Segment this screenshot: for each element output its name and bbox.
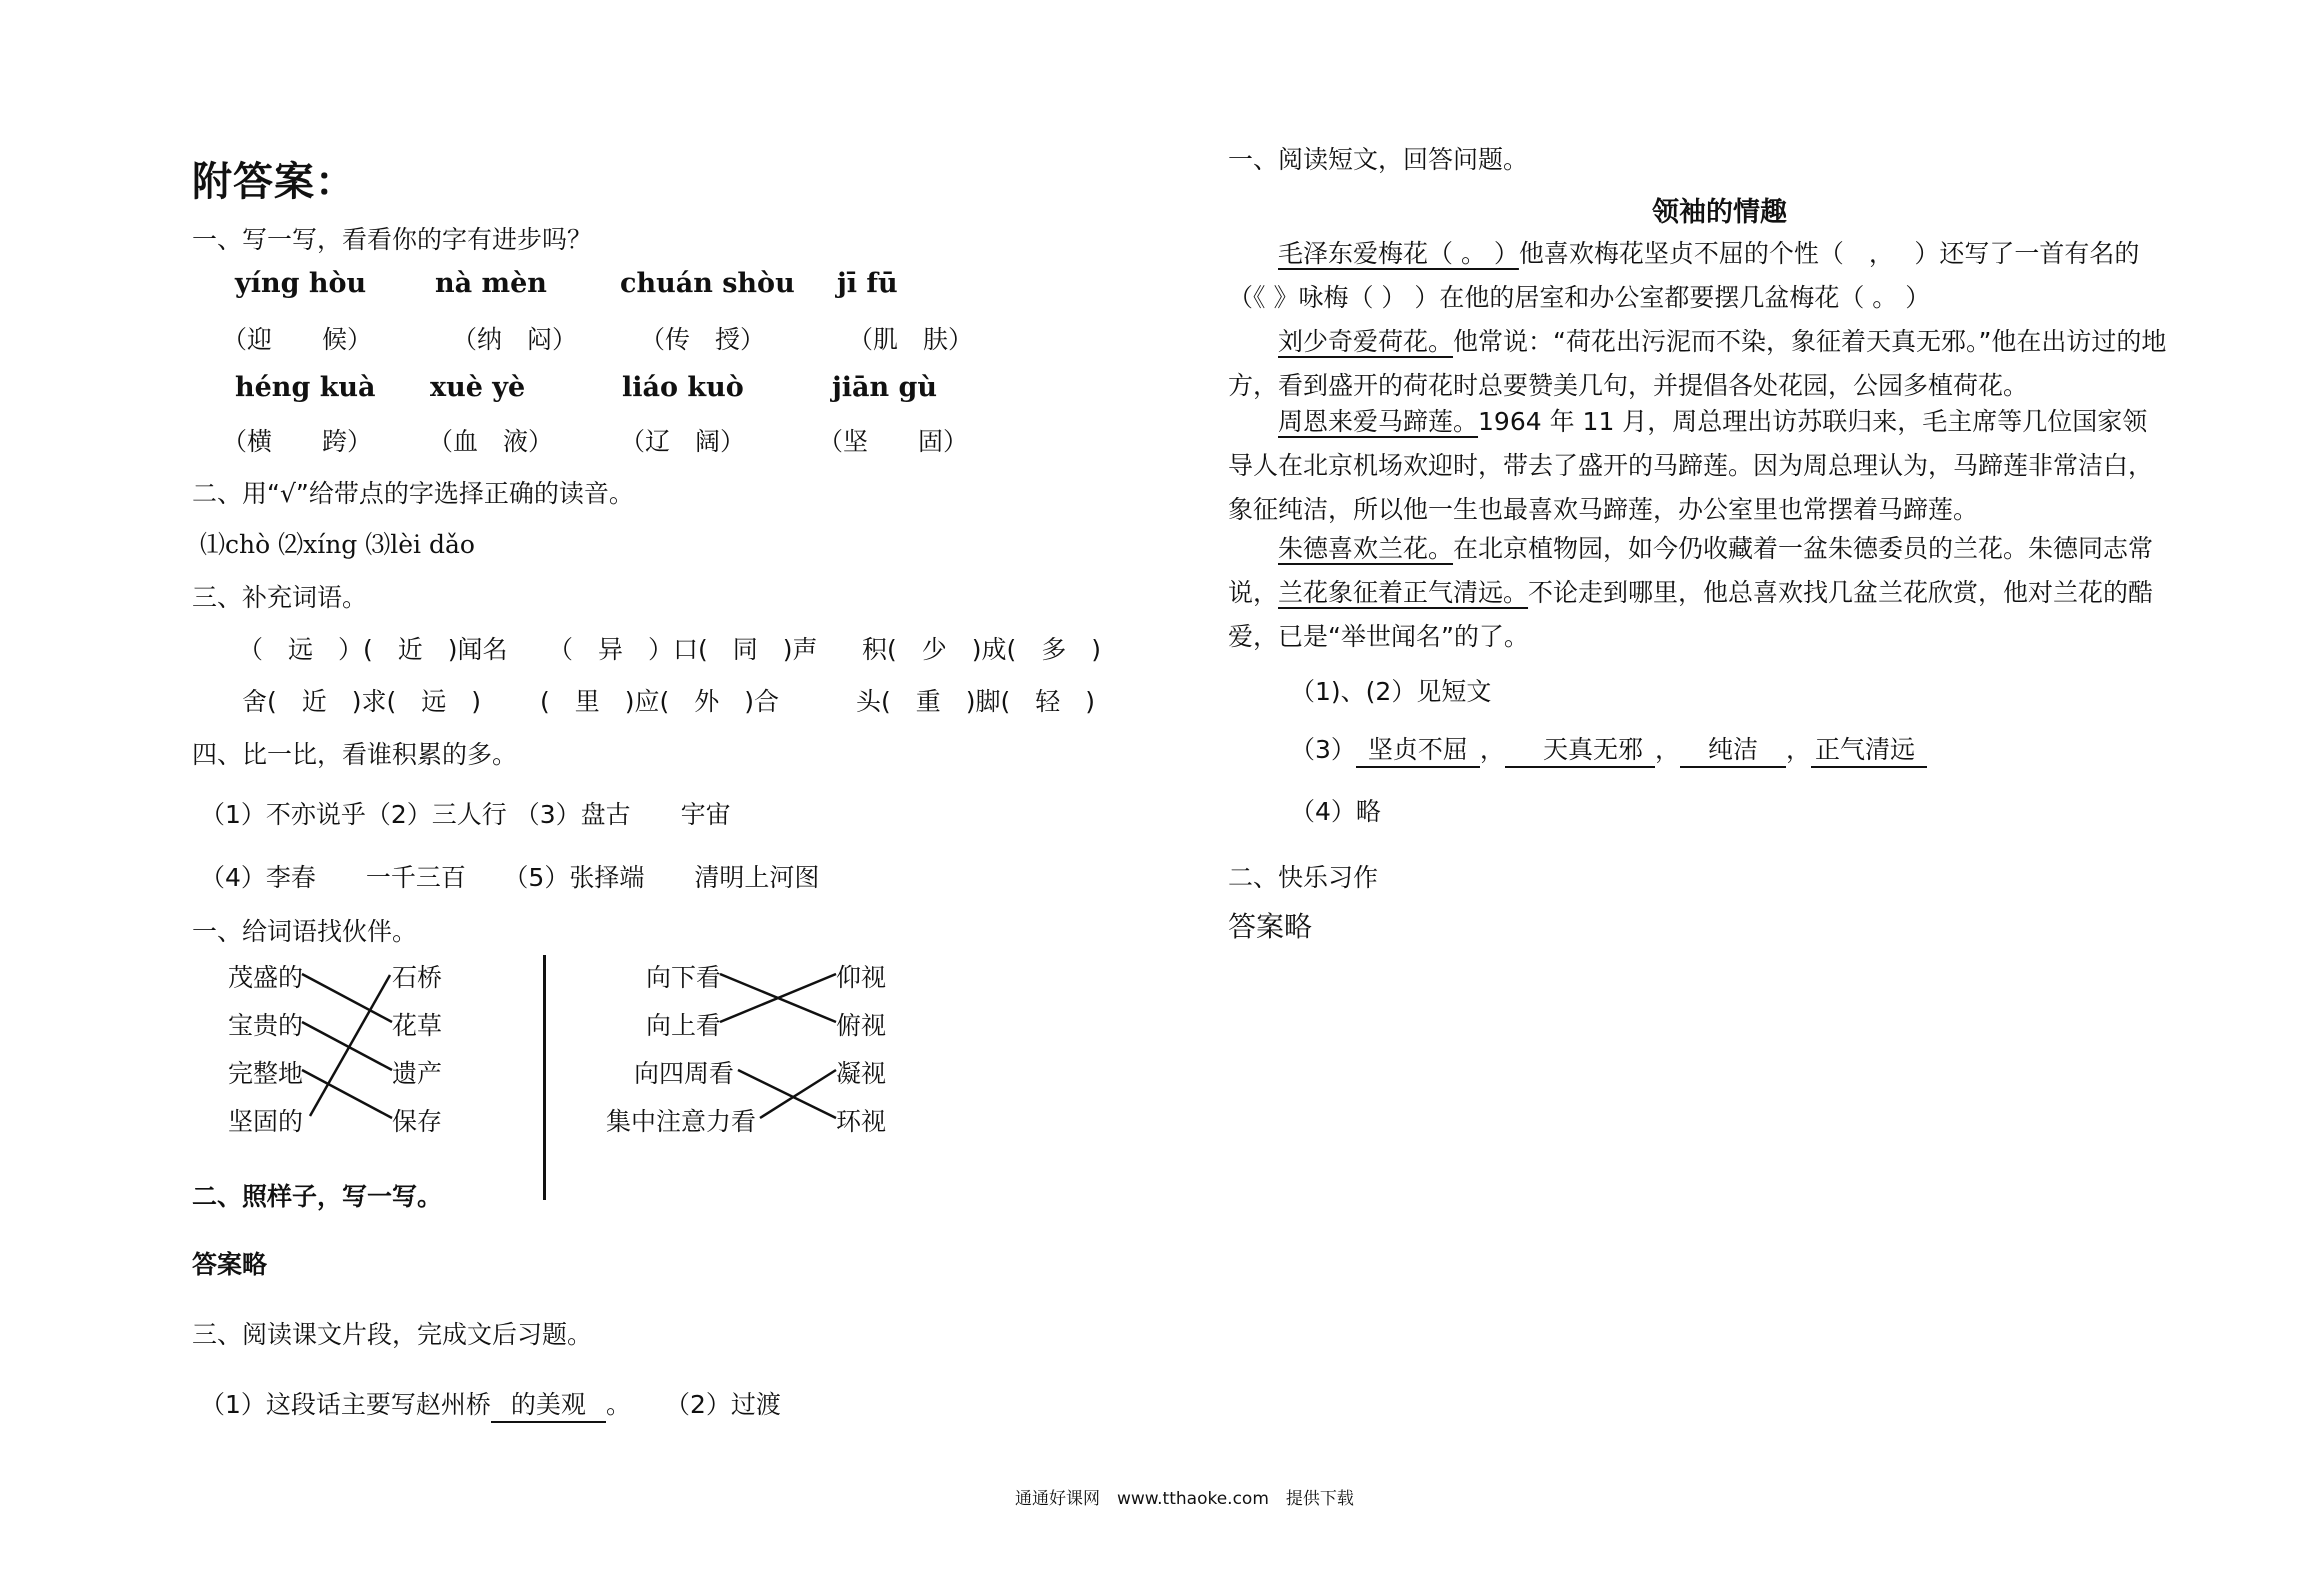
match-left-a-3: 完整地 bbox=[228, 1059, 304, 1088]
section-4-heading: 四、比一比，看谁积累的多。 bbox=[192, 740, 518, 769]
section-7-question-1 bbox=[200, 1385, 631, 1423]
paragraph-3-body: 1964 年 11 月，周总理出访苏联归来，毛主席等几位国家领导人在北京机场欢迎时，带去了盛开的马蹄莲。因为周总理认为，马蹄莲非常洁白，象征纯洁，所以他一生也最喜欢马蹄莲，办公室里也常摆着马蹄莲。 bbox=[1228, 407, 2154, 524]
q1-blank: 的美观 bbox=[491, 1385, 606, 1423]
match-right-a-2: 向上看 bbox=[646, 1011, 722, 1040]
match-line-7 bbox=[738, 1070, 836, 1118]
section-3-heading: 三、补充词语。 bbox=[192, 583, 368, 612]
paragraph-4-topic: 朱德喜欢兰花。 bbox=[1278, 534, 1454, 563]
article-title: 领袖的情趣 bbox=[1652, 197, 1787, 228]
section-6-heading: 二、照样子，写一写。 bbox=[192, 1182, 443, 1211]
match-right-b-2: 俯视 bbox=[836, 1011, 887, 1040]
match-left-b-2: 花草 bbox=[392, 1011, 443, 1040]
pinyin-5: héng kuà bbox=[235, 372, 376, 403]
match-right-a-1: 向下看 bbox=[646, 963, 722, 992]
match-left-b-3: 遗产 bbox=[392, 1059, 443, 1088]
match-left-a-4: 坚固的 bbox=[228, 1107, 304, 1136]
section-7-question-2: （2）过渡 bbox=[665, 1390, 781, 1419]
paragraph-4-body-2: 不论走到哪里，他总喜欢找几盆兰花欣赏，他对兰花的酷爱，已是“举世闻名”的了。 bbox=[1228, 578, 2154, 651]
chars-6: （血 液） bbox=[428, 427, 554, 456]
writing-heading: 二、快乐习作 bbox=[1228, 863, 1379, 892]
section-2-heading: 二、用“√”给带点的字选择正确的读音。 bbox=[192, 479, 634, 508]
footer-source: 通通好课网 www.tthaoke.com 提供下载 bbox=[1015, 1489, 1354, 1509]
match-right-a-3: 向四周看 bbox=[634, 1059, 735, 1088]
chars-8: （坚 固） bbox=[818, 427, 969, 456]
idiom-6: 头( 重 )脚( 轻 ) bbox=[856, 687, 1096, 716]
match-line-3 bbox=[302, 1070, 392, 1118]
answer-3-blank-4: 正气清远 bbox=[1811, 730, 1927, 768]
writing-answer: 答案略 bbox=[1228, 910, 1313, 943]
chars-7: （辽 阔） bbox=[620, 427, 746, 456]
answer-3: （3） 坚贞不屈 ， 天真无邪 ， 纯洁 ， 正气清远 bbox=[1290, 730, 1927, 768]
answer-3-blank-1: 坚贞不屈 bbox=[1356, 730, 1480, 768]
match-line-1 bbox=[302, 974, 392, 1022]
pinyin-7: liáo kuò bbox=[622, 372, 744, 403]
match-left-b-1: 石桥 bbox=[392, 963, 443, 992]
idiom-1: （ 远 ）( 近 )闻名 bbox=[238, 635, 508, 664]
paragraph-4-key-sentence: 兰花象征着正气清远。 bbox=[1278, 578, 1529, 607]
paragraph-2-body: 他常说：“荷花出污泥而不染，象征着天真无邪。”他在出访过的地方，看到盛开的荷花时总要赞美几句，并提倡各处花园，公园多植荷花。 bbox=[1228, 327, 2167, 400]
chars-5: （横 跨） bbox=[222, 427, 373, 456]
section-2-answers: ⑴chò ⑵xíng ⑶lèi dǎo bbox=[200, 530, 475, 559]
article-paragraph-2 bbox=[1228, 320, 2168, 408]
section-5-heading: 一、给词语找伙伴。 bbox=[192, 917, 418, 946]
pinyin-4: jī fū bbox=[837, 268, 898, 299]
page-title: 附答案： bbox=[192, 159, 356, 205]
section-6-answer: 答案略 bbox=[192, 1250, 268, 1279]
pinyin-3: chuán shòu bbox=[620, 268, 795, 299]
column-divider bbox=[543, 955, 546, 1200]
section-4-row-1: （1）不亦说乎（2）三人行 （3）盘古 宇宙 bbox=[200, 800, 731, 829]
idiom-5: ( 里 )应( 外 )合 bbox=[540, 687, 780, 716]
chars-2: （纳 闷） bbox=[452, 325, 578, 354]
chars-4: （肌 肤） bbox=[848, 325, 974, 354]
pinyin-6: xuè yè bbox=[430, 372, 526, 403]
paragraph-1-body: 他喜欢梅花坚贞不屈的个性（ ， ）还写了一首有名的（《 》咏梅（ ） ）在他的居室和办公室都要摆几盆梅花（ 。 ） bbox=[1228, 239, 2140, 312]
reading-heading: 一、阅读短文，回答问题。 bbox=[1228, 145, 1529, 174]
answer-4: （4）略 bbox=[1290, 797, 1381, 826]
chars-1: （迎 候） bbox=[222, 325, 373, 354]
q1-suffix: 。 bbox=[605, 1390, 631, 1419]
section-4-row-2: （4）李春 一千三百 （5）张择端 清明上河图 bbox=[200, 863, 820, 892]
match-right-b-1: 仰视 bbox=[836, 963, 887, 992]
match-left-b-4: 保存 bbox=[392, 1107, 443, 1136]
section-7-heading: 三、阅读课文片段，完成文后习题。 bbox=[192, 1320, 593, 1349]
idiom-3: 积( 少 )成( 多 ) bbox=[862, 635, 1102, 664]
answer-1-2: （1)、(2）见短文 bbox=[1290, 677, 1492, 706]
answer-3-prefix: （3） bbox=[1290, 735, 1356, 764]
pinyin-1: yíng hòu bbox=[235, 268, 367, 299]
answer-3-blank-2: 天真无邪 bbox=[1505, 730, 1655, 768]
answer-3-blank-3: 纯洁 bbox=[1680, 730, 1786, 768]
chars-3: （传 授） bbox=[640, 325, 766, 354]
article-paragraph-4 bbox=[1228, 527, 2168, 659]
paragraph-2-topic: 刘少奇爱荷花。 bbox=[1278, 327, 1454, 356]
match-line-2 bbox=[302, 1022, 392, 1070]
match-line-8 bbox=[760, 1070, 836, 1118]
paragraph-3-topic: 周恩来爱马蹄莲。 bbox=[1278, 407, 1479, 436]
article-paragraph-3 bbox=[1228, 400, 2168, 532]
match-right-b-4: 环视 bbox=[836, 1107, 887, 1136]
section-1-heading: 一、写一写，看看你的字有进步吗？ bbox=[192, 225, 593, 254]
match-right-a-4: 集中注意力看 bbox=[606, 1107, 757, 1136]
match-right-b-3: 凝视 bbox=[836, 1059, 887, 1088]
match-left-a-2: 宝贵的 bbox=[228, 1011, 304, 1040]
paragraph-4-body-1: 在北京植物园，如今仍收藏着一盆朱德委员的兰花。朱德同志常说， bbox=[1228, 534, 2154, 607]
match-left-a-1: 茂盛的 bbox=[228, 963, 304, 992]
paragraph-1-topic: 毛泽东爱梅花（ 。 ） bbox=[1278, 239, 1519, 268]
idiom-4: 舍( 近 )求( 远 ) bbox=[242, 687, 482, 716]
q1-prefix: （1）这段话主要写赵州桥 bbox=[200, 1390, 491, 1419]
article-paragraph-1 bbox=[1228, 232, 2168, 320]
idiom-2: （ 异 ）口( 同 )声 bbox=[548, 635, 818, 664]
pinyin-8: jiān gù bbox=[832, 372, 938, 403]
pinyin-2: nà mèn bbox=[435, 268, 547, 299]
